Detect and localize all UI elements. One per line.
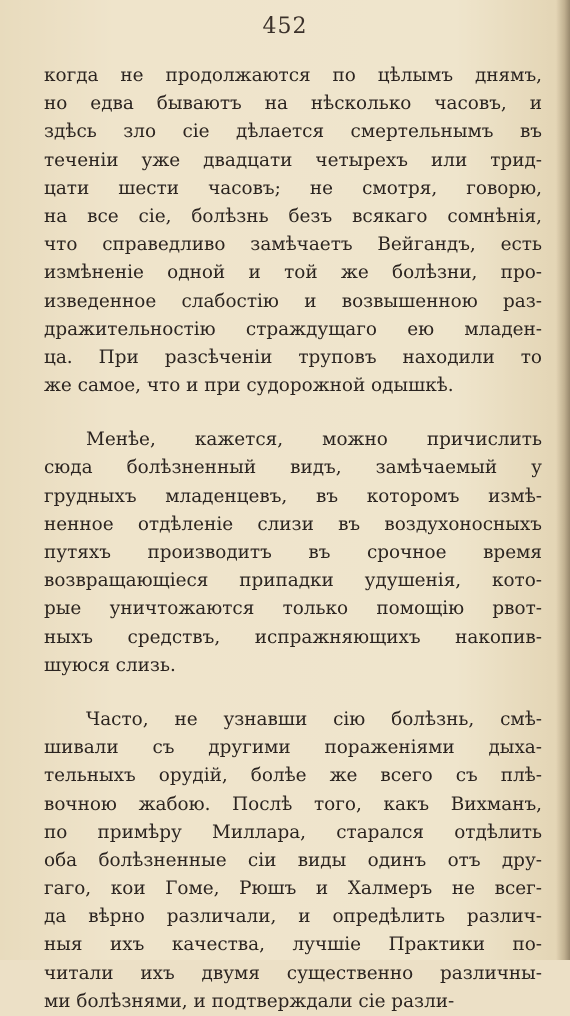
text-line: возвращающіеся припадки удушенія, кото- (44, 570, 542, 592)
text-line: Менѣе, кажется, можно причислить (86, 429, 542, 451)
body-text (44, 62, 542, 1016)
paragraph-gap (44, 400, 542, 426)
text-line: рые уничтожаются только помощію рвот- (44, 598, 542, 620)
paragraph-1 (44, 62, 542, 400)
text-line: ми болѣзнями, и подтверждали сіе разли- (44, 990, 455, 1012)
text-line: тельныхъ орудій, болѣе же всего съ плѣ- (44, 765, 542, 787)
text-line: на все сіе, болѣзнь безъ всякаго сомнѣнія, (44, 205, 542, 227)
text-line: оба болѣзненные сіи виды одинъ отъ дру- (44, 849, 542, 871)
paragraph-3 (44, 706, 542, 1016)
text-line: что справедливо замѣчаетъ Вейгандъ, есть (44, 234, 542, 256)
text-line: цати шести часовъ; не смотря, говорю, (44, 177, 542, 199)
text-line: но едва бываютъ на нѣсколько часовъ, и (44, 93, 542, 115)
text-line: теченіи уже двадцати четырехъ или трид- (44, 149, 542, 171)
text-line: читали ихъ двумя существенно различны- (44, 962, 542, 984)
page-number: 452 (262, 14, 308, 39)
text-line: же самое, что и при судорожной одышкѣ. (44, 375, 454, 397)
text-line: ненное отдѣленіе слизи въ воздухоносныхъ (44, 513, 542, 535)
text-line: гаго, кои Гоме, Рюшъ и Халмеръ не всег- (44, 878, 542, 900)
text-line: измѣненіе одной и той же болѣзни, про- (44, 262, 542, 284)
paragraph-2 (44, 426, 542, 680)
text-line: шивали съ другими пораженіями дыха- (44, 737, 542, 759)
text-line: шуюся слизь. (44, 654, 176, 676)
text-line: сюда болѣзненный видъ, замѣчаемый у (44, 457, 542, 479)
text-line: Часто, не узнавши сію болѣзнь, смѣ- (86, 708, 542, 730)
paragraph-gap (44, 680, 542, 706)
text-line: ныя ихъ качества, лучшіе Практики по- (44, 934, 542, 956)
text-line: здѣсь зло сіе дѣлается смертельнымъ въ (44, 121, 542, 143)
text-line: по примѣру Миллара, старался отдѣлить (44, 821, 542, 843)
text-line: вочною жабою. Послѣ того, какъ Вихманъ, (44, 793, 542, 815)
text-line: ца. При разсѣченіи труповъ находили то (44, 346, 542, 368)
text-line: когда не продолжаются по цѣлымъ днямъ, (44, 65, 542, 86)
text-line: ныхъ средствъ, испражняющихъ накопив- (44, 626, 542, 648)
text-line: да вѣрно различали, и опредѣлить различ- (44, 906, 542, 928)
text-line: изведенное слабостію и возвышенною раз- (44, 290, 542, 312)
text-line: грудныхъ младенцевъ, въ которомъ измѣ- (44, 485, 542, 507)
page-spine-shadow (556, 0, 570, 960)
text-line: дражительностію страждущаго ею младен- (44, 318, 542, 340)
text-line: путяхъ производитъ въ срочное время (44, 542, 542, 563)
